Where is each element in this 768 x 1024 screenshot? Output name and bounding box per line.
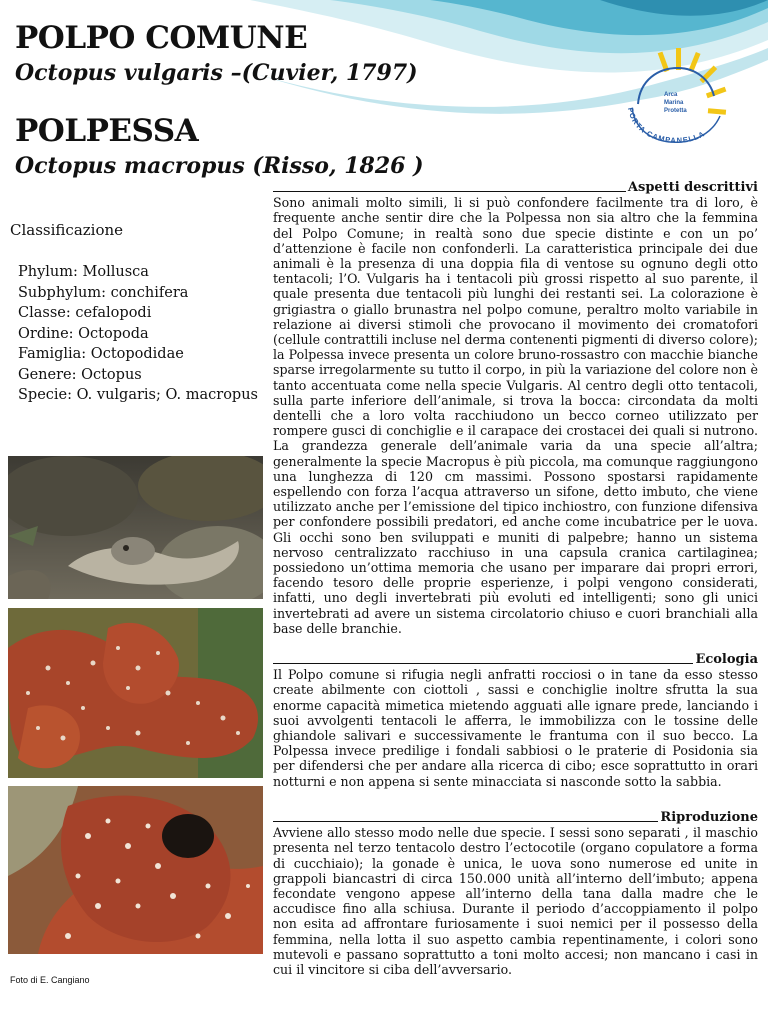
heading-rule	[273, 663, 693, 664]
octopus-photo-1	[8, 456, 263, 599]
section-heading	[273, 652, 758, 667]
text-ecologia: Il Polpo comune si rifugia negli anfratti rocciosi o in tane da esso stesso create abilmente con ciottoli , sassi e conchiglie inoltre sfrutta la sua enorme capacità mimetica mietendo agguati alle ignare prede, lanciando i suoi avvolgenti tentacoli le afferra, le immobilizza con le tossine delle ghiandole salivari e successivamente le frantuma con il suo becco. La Polpessa invece predilige i fondali sabbiosi o le praterie di Posidonia sia per difendersi che per andare alla ricerca di cibo; esce soprattutto in orari notturni e non appena si sente minacciata si nasconde sotto la sabbia.	[273, 667, 758, 789]
logo-ring-text: PORTA CAMPANELLA	[625, 106, 707, 145]
heading-rule	[273, 191, 626, 192]
title-polpo-comune: POLPO COMUNE	[15, 20, 308, 56]
title-polpessa: POLPESSA	[15, 113, 199, 149]
octopus-photo-3	[8, 786, 263, 954]
section-aspetti-descrittivi	[273, 180, 758, 636]
classification-phylum: Phylum: Mollusca	[18, 264, 149, 280]
classification-genere: Genere: Octopus	[18, 366, 142, 383]
classification-ordine: Ordine: Octopoda	[18, 325, 149, 342]
classification-list	[18, 262, 258, 406]
section-ecologia	[273, 652, 758, 789]
logo-line-1: Arca	[664, 92, 678, 98]
section-heading	[273, 810, 758, 825]
classification-famiglia: Famiglia: Octopodidae	[18, 346, 184, 362]
section-riproduzione	[273, 810, 758, 977]
subtitle-octopus-vulgaris: Octopus vulgaris –(Cuvier, 1797)	[15, 60, 418, 86]
heading-aspetti-descrittivi: Aspetti descrittivi	[627, 180, 758, 195]
classification-classe: Classe: cefalopodi	[18, 305, 152, 321]
section-heading	[273, 180, 758, 195]
classification-heading: Classificazione	[10, 221, 124, 239]
classification-specie: Specie: O. vulgaris; O. macropus	[18, 387, 258, 403]
logo-line-2: Marina	[664, 100, 684, 106]
heading-ecologia: Ecologia	[695, 652, 758, 667]
photo-caption: Foto di E. Cangiano	[10, 975, 90, 985]
logo-line-3: Protetta	[664, 108, 687, 114]
subtitle-octopus-macropus: Octopus macropus (Risso, 1826 )	[15, 153, 424, 179]
heading-rule	[273, 821, 658, 822]
text-riproduzione: Avviene allo stesso modo nelle due specie. I sessi sono separati , il maschio presenta nel terzo tentacolo destro l’ectocotile (organo copulatore a forma di cucchiaio); la gonade è unica, le uova sono numerose ed unite in grappoli biancastri di circa 150.000 unità all’interno dell’imbuto; appena fecondate vengono appese all’interno della tana dalla madre che le accudisce fino alla schiusa. Durante il periodo d’accoppiamento il polpo non esita ad affrontare furiosamente i suoi nemici per il possesso della femmina, nella lotta il suo aspetto cambia repentinamente, i colori sono mutevoli e passano soprattutto a toni molto accesi; non mancano i casi in cui il vincitore si ciba dell’avversario.	[273, 825, 758, 978]
classification-subphylum: Subphylum: conchifera	[18, 284, 189, 301]
area-marina-protetta-logo	[618, 46, 746, 146]
text-aspetti-descrittivi: Sono animali molto simili, li si può confondere facilmente tra di loro, è frequente anche sentir dire che la Polpessa non sia altro che la femmina del Polpo Comune; in realtà sono due specie distinte e con un po’ d’attenzione è facile non confonderli. La caratteristica principale dei due animali è la presenza di una doppia fila di ventose su ognuno degli otto tentacoli; l’O. Vulgaris ha i tentacoli più grossi rispetto al suo parente, il quale presenta due tentacoli più lunghi dei restanti sei. La colorazione è grigiastra o giallo brunastra nel polpo comune, peraltro molto variabile in relazione ai diversi stimoli che provocano il movimento dei cromatofori (cellule contrattili incluse nel derma contenenti pigmenti di diverso colore); la Polpessa invece presenta un colore bruno-rossastro con macchie bianche sparse irregolarmente su tutto il corpo, in più la variazione del colore non è tanto accentuata come nella specie Vulgaris. Al centro degli otto tentacoli, sulla parte inferiore dell’animale, si trova la bocca: circondata da molti dentelli che a loro volta racchiudono un becco corneo utilizzato per rompere gusci di conchiglie e il carapace dei crostacei dei quali si nutrono. La grandezza generale dell’animale varia da una specie all’altra; generalmente la specie Macropus è più piccola, ma comunque raggiungono una lunghezza di 120 cm massimi. Possono spostarsi rapidamente espellendo con forza l’acqua attraverso un sifone, detto imbuto, che viene utilizzato anche per l’emissione del tipico inchiostro, con funzione difensiva per confondere possibili predatori, ed anche come incubatrice per le uova. Gli occhi sono ben sviluppati e muniti di palpebre; hanno un sistema nervoso centralizzato racchiuso in una capsula cranica cartilaginea; possiedono un’ottima memoria che usano per imparare dai propri errori, facendo tesoro delle proprie esperienze, i polpi vengono considerati, infatti, uno degli invertebrati più evoluti ed intelligenti; sono gli unici invertebrati ad avere un sistema circolatorio chiuso e cuori branchiali alla base delle branchie.	[273, 195, 758, 636]
heading-riproduzione: Riproduzione	[660, 810, 758, 825]
octopus-photo-2	[8, 608, 263, 778]
